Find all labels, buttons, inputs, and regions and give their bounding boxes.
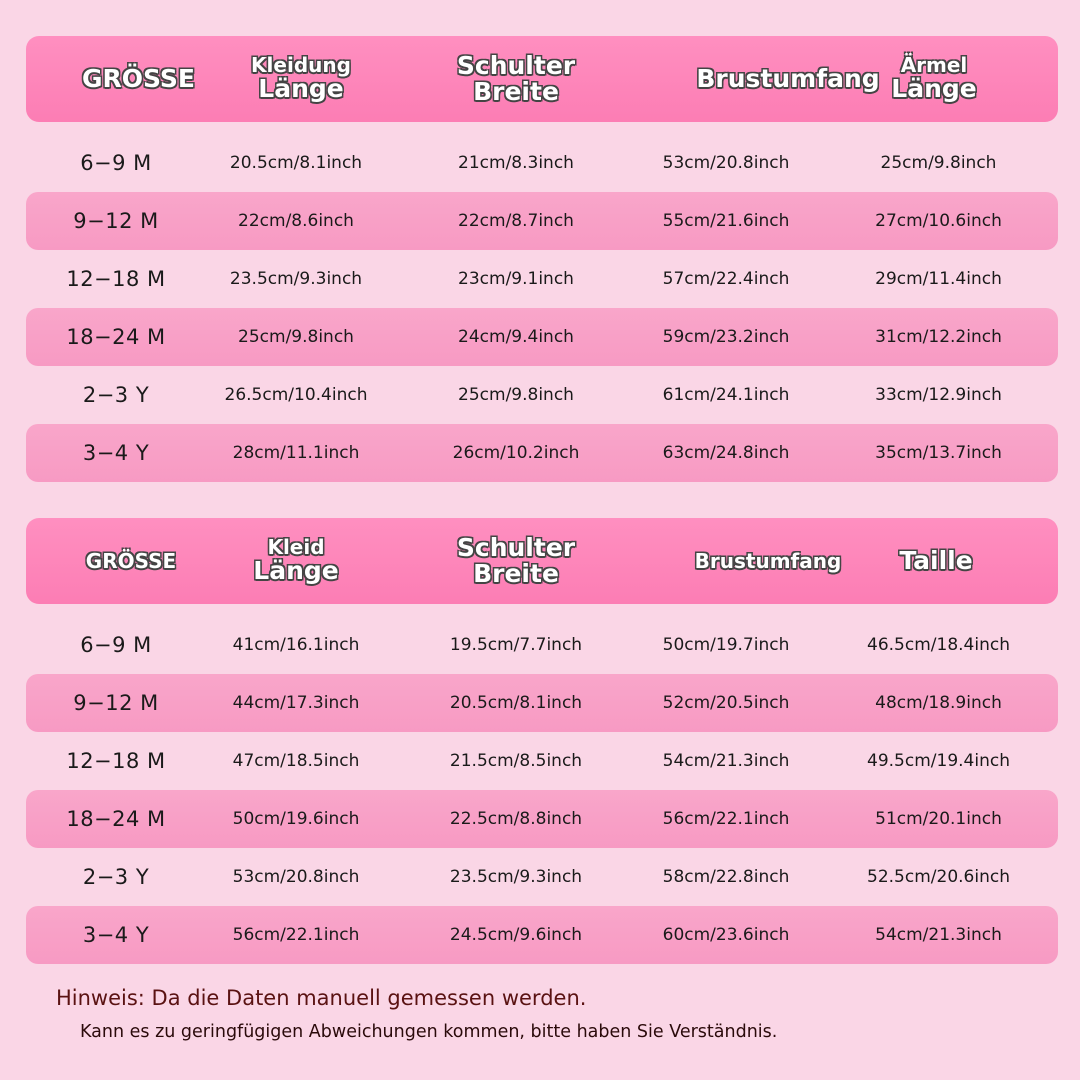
table-header	[26, 518, 1058, 604]
shoulder-cell: 22cm/8.7inch	[458, 211, 574, 231]
chest-cell: 50cm/19.7inch	[662, 635, 790, 655]
length-cell: 26.5cm/10.4inch	[224, 385, 368, 405]
header-length-bottom: Länge	[258, 74, 344, 104]
table-body	[26, 134, 1058, 482]
chest-cell: 58cm/22.8inch	[662, 867, 790, 887]
length-cell: 20.5cm/8.1inch	[229, 153, 363, 173]
header-size	[56, 518, 206, 604]
table-body	[26, 616, 1058, 964]
measurement-note: Hinweis: Da die Daten manuell gemessen werden.	[56, 986, 587, 1010]
chest-cell: 55cm/21.6inch	[662, 211, 790, 231]
header-size	[56, 36, 221, 122]
chest-cell: 53cm/20.8inch	[662, 153, 790, 173]
shoulder-cell: 24cm/9.4inch	[458, 327, 574, 347]
header-length	[196, 518, 396, 604]
size-cell: 6−9 M	[80, 151, 152, 175]
size-cell: 2−3 Y	[82, 383, 150, 407]
size-cell: 9−12 M	[73, 209, 159, 233]
sleeve-cell: 29cm/11.4inch	[875, 269, 1002, 289]
length-cell: 50cm/19.6inch	[232, 809, 360, 829]
length-cell: 44cm/17.3inch	[232, 693, 360, 713]
table-row	[26, 134, 1058, 192]
shoulder-cell: 20.5cm/8.1inch	[449, 693, 583, 713]
chest-cell: 59cm/23.2inch	[662, 327, 790, 347]
chest-cell: 63cm/24.8inch	[662, 443, 790, 463]
header-waist-label: Taille	[899, 545, 973, 575]
size-cell: 18−24 M	[66, 325, 166, 349]
length-cell: 56cm/22.1inch	[232, 925, 360, 945]
shoulder-cell: 23.5cm/9.3inch	[449, 867, 583, 887]
table-row	[26, 616, 1058, 674]
size-cell: 3−4 Y	[82, 923, 150, 947]
waist-cell: 52.5cm/20.6inch	[867, 867, 1010, 887]
size-cell: 12−18 M	[66, 749, 166, 773]
length-cell: 25cm/9.8inch	[238, 327, 354, 347]
table-row	[26, 906, 1058, 964]
header-shoulder-bottom: Breite	[473, 559, 559, 588]
length-cell: 22cm/8.6inch	[238, 211, 354, 231]
size-cell: 9−12 M	[73, 691, 159, 715]
size-table-dress	[26, 518, 1058, 964]
header-length-top: Kleid	[267, 535, 325, 560]
table-row	[26, 848, 1058, 906]
header-length-top: Kleidung	[251, 53, 351, 78]
sleeve-cell: 25cm/9.8inch	[880, 153, 997, 173]
length-cell: 28cm/11.1inch	[232, 443, 360, 463]
size-table-clothing	[26, 36, 1058, 482]
header-shoulder-top: Schulter	[456, 532, 576, 562]
table-row	[26, 790, 1058, 848]
shoulder-cell: 22.5cm/8.8inch	[449, 809, 583, 829]
header-shoulder	[416, 36, 616, 122]
table-row	[26, 192, 1058, 250]
shoulder-cell: 25cm/9.8inch	[458, 385, 574, 405]
length-cell: 41cm/16.1inch	[232, 635, 360, 655]
header-chest-label: Brustumfang	[694, 548, 842, 573]
sleeve-cell: 27cm/10.6inch	[875, 211, 1002, 231]
chest-cell: 54cm/21.3inch	[662, 751, 790, 771]
header-size-label: GRÖSSE	[85, 548, 177, 573]
chest-cell: 61cm/24.1inch	[662, 385, 790, 405]
header-chest-label: Brustumfang	[696, 63, 880, 93]
table-header	[26, 36, 1058, 122]
waist-cell: 46.5cm/18.4inch	[867, 635, 1010, 655]
chest-cell: 52cm/20.5inch	[662, 693, 790, 713]
sleeve-cell: 33cm/12.9inch	[875, 385, 1002, 405]
header-waist	[866, 518, 1006, 606]
header-sleeve-bottom: Länge	[891, 74, 977, 104]
measurement-note-detail: Kann es zu geringfügigen Abweichungen kommen, bitte haben Sie Verständnis.	[80, 1022, 778, 1042]
size-cell: 3−4 Y	[82, 441, 150, 465]
header-length-bottom: Länge	[253, 556, 339, 586]
size-cell: 2−3 Y	[82, 865, 150, 889]
waist-cell: 54cm/21.3inch	[875, 925, 1002, 945]
waist-cell: 51cm/20.1inch	[875, 809, 1002, 829]
shoulder-cell: 21.5cm/8.5inch	[449, 751, 583, 771]
table-row	[26, 250, 1058, 308]
header-sleeve-top: Ärmel	[900, 53, 968, 78]
header-chest	[668, 518, 868, 612]
header-shoulder	[416, 518, 616, 604]
header-shoulder-bottom: Breite	[473, 77, 559, 106]
header-sleeve	[884, 36, 984, 122]
size-cell: 12−18 M	[66, 267, 166, 291]
chest-cell: 57cm/22.4inch	[662, 269, 790, 289]
shoulder-cell: 24.5cm/9.6inch	[449, 925, 583, 945]
waist-cell: 48cm/18.9inch	[875, 693, 1002, 713]
waist-cell: 49.5cm/19.4inch	[867, 751, 1010, 771]
header-length	[201, 36, 401, 122]
size-cell: 18−24 M	[66, 807, 166, 831]
shoulder-cell: 23cm/9.1inch	[458, 269, 574, 289]
table-row	[26, 424, 1058, 482]
sleeve-cell: 35cm/13.7inch	[875, 443, 1002, 463]
length-cell: 53cm/20.8inch	[232, 867, 360, 887]
table-row	[26, 732, 1058, 790]
header-shoulder-top: Schulter	[456, 50, 576, 80]
header-chest	[688, 36, 888, 122]
table-row	[26, 308, 1058, 366]
sleeve-cell: 31cm/12.2inch	[875, 327, 1002, 347]
length-cell: 47cm/18.5inch	[232, 751, 360, 771]
table-row	[26, 366, 1058, 424]
shoulder-cell: 19.5cm/7.7inch	[449, 635, 583, 655]
header-size-label: GRÖSSE	[82, 63, 195, 93]
chest-cell: 60cm/23.6inch	[662, 925, 790, 945]
size-cell: 6−9 M	[80, 633, 152, 657]
table-row	[26, 674, 1058, 732]
shoulder-cell: 26cm/10.2inch	[452, 443, 580, 463]
shoulder-cell: 21cm/8.3inch	[458, 153, 574, 173]
chest-cell: 56cm/22.1inch	[662, 809, 790, 829]
length-cell: 23.5cm/9.3inch	[229, 269, 363, 289]
